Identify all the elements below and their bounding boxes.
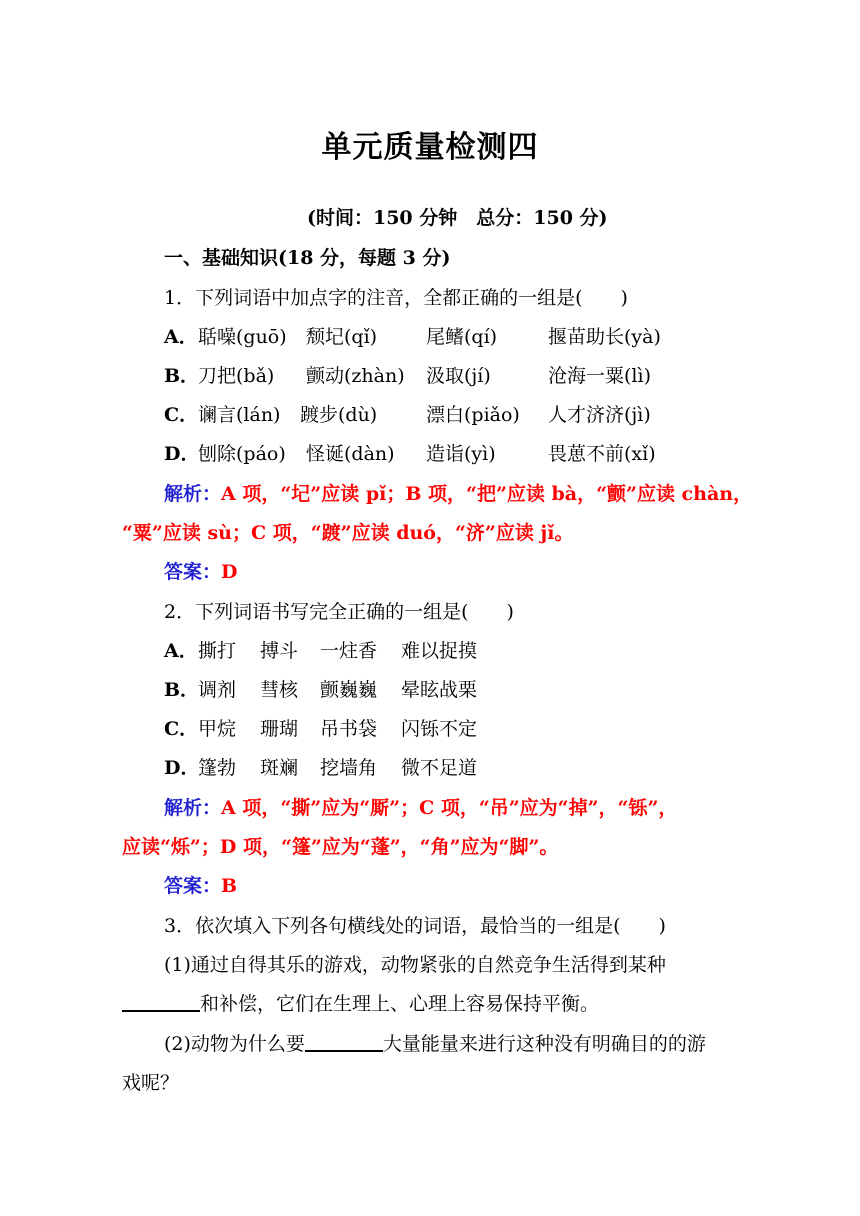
analysis-label: 解析：	[164, 797, 222, 819]
option-item: 颤动(zhàn)	[306, 365, 405, 387]
option-item: 谰言(lán)	[198, 404, 281, 426]
answer-value: B	[221, 875, 238, 897]
option-item: 微不足道	[401, 757, 478, 779]
option-item: 调剂	[198, 679, 237, 701]
q1-analysis-line-1	[164, 482, 753, 506]
option-item: 珊瑚	[260, 718, 299, 740]
option-item: 吊书袋	[320, 718, 378, 740]
q1-answer	[164, 560, 738, 584]
sentence-text: (2)动物为什么要	[164, 1033, 305, 1055]
option-item: 尾鳍(qí)	[426, 326, 498, 348]
option-letter: A．	[164, 326, 198, 348]
analysis-text: A 项，“圮”应读 pǐ；B 项，“把”应读 bà，“颤”应读 chàn，	[221, 483, 753, 505]
option-item: 搏斗	[260, 640, 299, 662]
option-item: 颤巍巍	[320, 679, 378, 701]
option-item: 刀把(bǎ)	[198, 365, 275, 387]
option-item: 彗核	[260, 679, 299, 701]
analysis-label: 解析：	[164, 483, 222, 505]
fill-blank	[122, 992, 200, 1012]
option-item: 怪诞(dàn)	[306, 443, 395, 465]
question-2-stem: 2．下列词语书写完全正确的一组是( )	[164, 601, 514, 623]
option-item: 造诣(yì)	[426, 443, 496, 465]
option-letter: B．	[164, 365, 200, 387]
option-letter: C．	[164, 718, 199, 740]
option-letter: D．	[164, 757, 200, 779]
option-letter: C．	[164, 404, 199, 426]
option-item: 一炷香	[320, 640, 378, 662]
sentence-text: 大量能量来进行这种没有明确目的的游	[382, 1033, 706, 1055]
option-item: 晕眩战栗	[401, 679, 478, 701]
option-item: 聒噪(guō)	[198, 326, 287, 348]
q1-analysis-line-2: “粟”应读 sù；C 项，“踱”应读 duó，“济”应读 jǐ。	[122, 522, 574, 544]
option-item: 撕打	[198, 640, 237, 662]
option-item: 难以捉摸	[401, 640, 478, 662]
option-item: 颓圮(qǐ)	[306, 326, 378, 348]
option-item: 甲烷	[198, 718, 237, 740]
option-letter: D．	[164, 443, 200, 465]
analysis-text: A 项，“撕”应为“厮”；C 项，“吊”应为“掉”，“铄”，	[221, 797, 678, 819]
question-3-stem: 3．依次填入下列各句横线处的词语，最恰当的一组是( )	[164, 915, 666, 937]
q2-analysis-line-2: 应读“烁”；D 项，“篷”应为“蓬”，“角”应为“脚”。	[122, 836, 559, 858]
option-item: 踱步(dù)	[300, 404, 378, 426]
option-item: 闪铄不定	[401, 718, 478, 740]
sentence-text: 和补偿，它们在生理上、心理上容易保持平衡。	[200, 993, 600, 1015]
option-letter: B．	[164, 679, 200, 701]
answer-label: 答案：	[164, 875, 222, 897]
answer-label: 答案：	[164, 561, 222, 583]
page-title: 单元质量检测四	[321, 130, 539, 165]
answer-value: D	[221, 561, 238, 583]
option-item: 人才济济(jì)	[548, 404, 651, 426]
exam-info: (时间：150 分钟 总分：150 分)	[307, 207, 608, 229]
q2-analysis-line-1	[164, 796, 738, 820]
option-item: 篷勃	[198, 757, 237, 779]
q3-sentence-1-part-1: (1)通过自得其乐的游戏，动物紧张的自然竞争生活得到某种	[164, 954, 666, 976]
option-letter: A．	[164, 640, 198, 662]
option-item: 漂白(piǎo)	[426, 404, 520, 426]
section-heading: 一、基础知识(18 分，每题 3 分)	[164, 247, 451, 269]
question-1-stem: 1．下列词语中加点字的注音，全都正确的一组是( )	[164, 287, 628, 309]
q3-sentence-2-part-1	[164, 1032, 738, 1056]
option-item: 汲取(jí)	[426, 365, 491, 387]
option-item: 揠苗助长(yà)	[548, 326, 661, 348]
option-item: 畏葸不前(xǐ)	[548, 443, 656, 465]
option-item: 刨除(páo)	[198, 443, 286, 465]
option-item: 沧海一粟(lì)	[548, 365, 651, 387]
option-item: 挖墙角	[320, 757, 378, 779]
option-item: 斑斓	[260, 757, 299, 779]
q2-answer	[164, 874, 738, 898]
q3-sentence-1-part-2	[122, 992, 738, 1016]
q3-sentence-2-part-2: 戏呢？	[122, 1072, 180, 1094]
fill-blank	[305, 1032, 383, 1052]
